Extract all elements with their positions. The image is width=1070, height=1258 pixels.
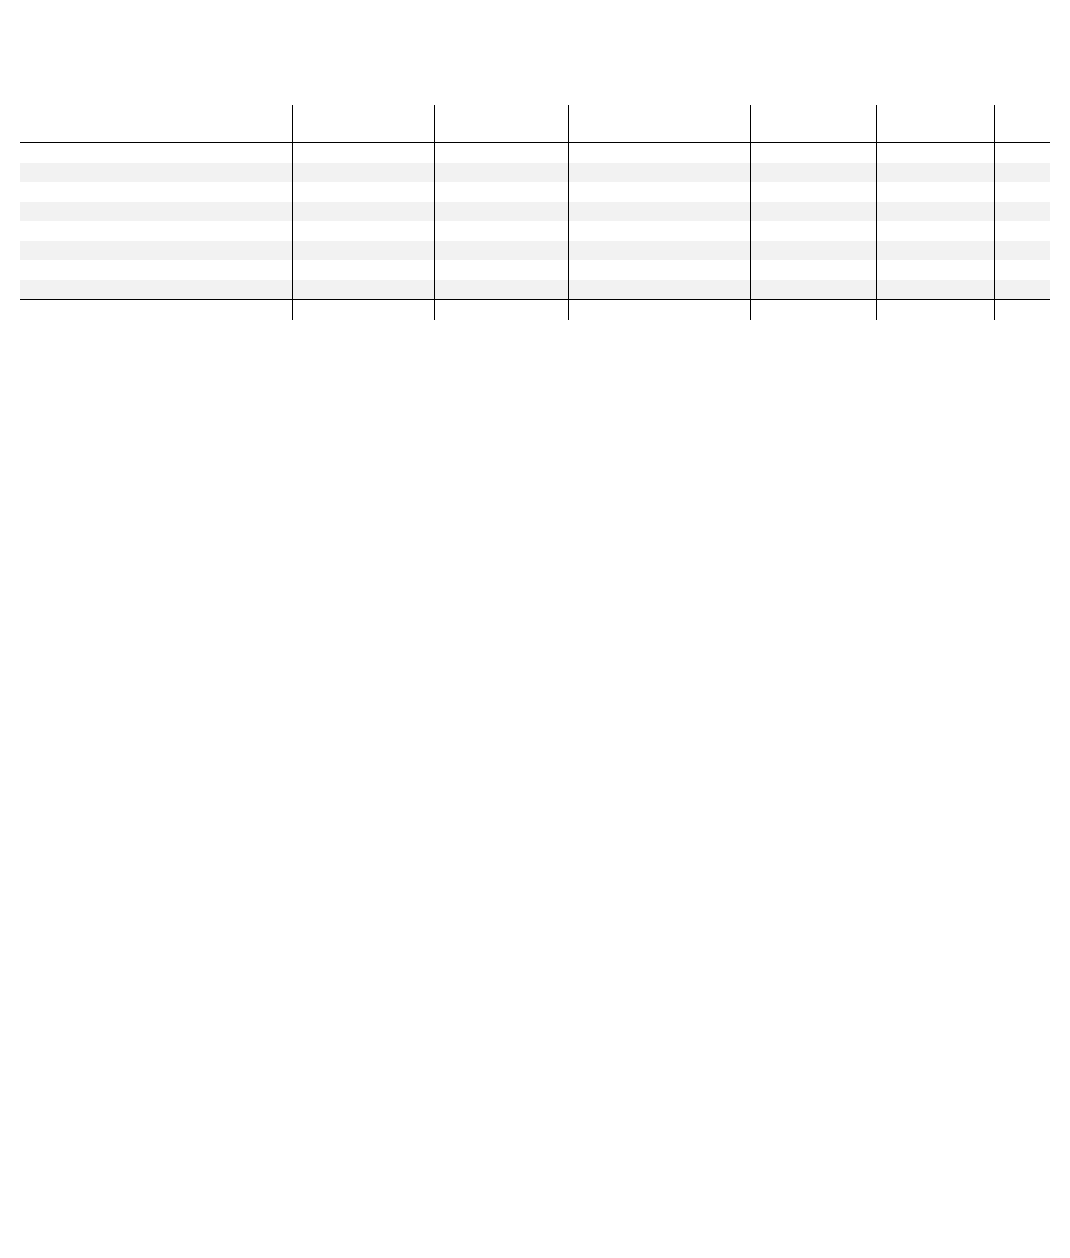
table-cell xyxy=(697,221,730,241)
table-cell xyxy=(513,260,547,280)
table-cell xyxy=(292,280,341,300)
column-header xyxy=(434,123,468,143)
table-cell xyxy=(876,280,906,300)
column-header xyxy=(994,123,1050,143)
table-cell xyxy=(546,241,568,261)
table-cell xyxy=(546,143,568,163)
totals-cell xyxy=(645,300,698,320)
table-cell xyxy=(783,143,822,163)
column-header xyxy=(730,123,750,143)
table-cell xyxy=(907,280,940,300)
totals-cell xyxy=(821,300,849,320)
table-cell xyxy=(783,260,822,280)
table-cell xyxy=(821,182,849,202)
totals-cell xyxy=(730,300,750,320)
table-cell xyxy=(972,163,994,183)
table-cell xyxy=(994,143,1050,163)
table-cell xyxy=(292,163,341,183)
table-cell xyxy=(546,260,568,280)
table-cell xyxy=(414,182,434,202)
table-cell xyxy=(386,182,414,202)
table-cell xyxy=(850,163,876,183)
table-cell xyxy=(697,260,730,280)
table-cell xyxy=(939,202,972,222)
column-header xyxy=(783,123,822,143)
totals-cell xyxy=(972,300,994,320)
table-cell xyxy=(876,182,906,202)
table-cell xyxy=(414,260,434,280)
table-cell xyxy=(850,241,876,261)
table-cell xyxy=(468,143,513,163)
table-cell xyxy=(730,260,750,280)
table-cell xyxy=(907,202,940,222)
table-cell xyxy=(568,280,644,300)
table-cell xyxy=(645,202,698,222)
table-cell xyxy=(697,280,730,300)
column-header xyxy=(645,123,698,143)
totals-cell xyxy=(850,300,876,320)
column-header xyxy=(907,123,940,143)
table-cell xyxy=(468,241,513,261)
totals-cell xyxy=(468,300,513,320)
column-header xyxy=(341,123,386,143)
table-cell xyxy=(568,202,644,222)
table-cell xyxy=(730,221,750,241)
table-cell xyxy=(821,202,849,222)
totals-cell xyxy=(783,300,822,320)
table-row xyxy=(20,163,1050,183)
table-cell xyxy=(568,260,644,280)
table-cell xyxy=(513,280,547,300)
table-cell xyxy=(783,182,822,202)
table-cell xyxy=(568,163,644,183)
totals-cell xyxy=(546,300,568,320)
table-cell xyxy=(876,202,906,222)
table-cell xyxy=(386,143,414,163)
table-cell xyxy=(821,241,849,261)
table-cell xyxy=(939,163,972,183)
table-cell xyxy=(821,260,849,280)
table-cell xyxy=(513,143,547,163)
table-cell xyxy=(750,241,783,261)
table-row xyxy=(20,280,1050,300)
table-cell xyxy=(850,280,876,300)
table-cell xyxy=(434,241,468,261)
totals-cell xyxy=(341,300,386,320)
table-cell xyxy=(750,182,783,202)
table-cell xyxy=(568,221,644,241)
table-cell xyxy=(546,280,568,300)
table-cell xyxy=(697,202,730,222)
table-cell xyxy=(20,182,94,202)
group-label-kick-returns xyxy=(750,105,876,123)
table-cell xyxy=(907,143,940,163)
table-cell xyxy=(468,163,513,183)
table-cell xyxy=(341,163,386,183)
table-cell xyxy=(972,260,994,280)
table-cell xyxy=(292,241,341,261)
table-cell xyxy=(750,260,783,280)
table-cell xyxy=(750,280,783,300)
table-cell xyxy=(434,280,468,300)
table-cell xyxy=(783,280,822,300)
column-header xyxy=(939,123,972,143)
table-cell xyxy=(939,143,972,163)
table-cell xyxy=(876,221,906,241)
totals-cell xyxy=(750,300,783,320)
table-cell xyxy=(414,221,434,241)
column-header xyxy=(972,123,994,143)
group-label-rushing xyxy=(292,105,434,123)
column-header xyxy=(750,123,783,143)
table-cell xyxy=(414,143,434,163)
a-team-offense-table xyxy=(20,105,1050,320)
table-cell xyxy=(546,221,568,241)
table-cell xyxy=(568,143,644,163)
table-cell xyxy=(730,143,750,163)
table-cell xyxy=(434,221,468,241)
table-cell xyxy=(341,260,386,280)
column-header xyxy=(468,123,513,143)
table-cell xyxy=(94,143,292,163)
table-cell xyxy=(850,202,876,222)
table-cell xyxy=(972,182,994,202)
table-cell xyxy=(850,221,876,241)
table-cell xyxy=(513,221,547,241)
table-cell xyxy=(434,260,468,280)
table-cell xyxy=(414,202,434,222)
table-cell xyxy=(568,241,644,261)
table-cell xyxy=(821,280,849,300)
table-cell xyxy=(94,182,292,202)
column-header xyxy=(292,123,341,143)
column-header xyxy=(94,123,292,143)
table-cell xyxy=(730,182,750,202)
table-row xyxy=(20,260,1050,280)
table-cell xyxy=(697,241,730,261)
table-cell xyxy=(513,163,547,183)
table-cell xyxy=(783,202,822,222)
table-cell xyxy=(972,143,994,163)
table-row xyxy=(20,221,1050,241)
totals-cell xyxy=(994,300,1050,320)
table-cell xyxy=(468,182,513,202)
table-cell xyxy=(994,260,1050,280)
table-cell xyxy=(386,163,414,183)
totals-cell xyxy=(697,300,730,320)
table-cell xyxy=(513,182,547,202)
table-cell xyxy=(20,143,94,163)
table-cell xyxy=(20,280,94,300)
table-cell xyxy=(821,163,849,183)
table-cell xyxy=(386,260,414,280)
column-header xyxy=(821,123,849,143)
table-cell xyxy=(292,143,341,163)
table-cell xyxy=(645,163,698,183)
table-cell xyxy=(434,163,468,183)
totals-cell xyxy=(907,300,940,320)
table-cell xyxy=(907,163,940,183)
totals-cell xyxy=(386,300,414,320)
totals-cell xyxy=(292,300,341,320)
table-cell xyxy=(341,241,386,261)
table-cell xyxy=(468,221,513,241)
table-cell xyxy=(386,202,414,222)
table-cell xyxy=(292,260,341,280)
table-cell xyxy=(821,143,849,163)
table-cell xyxy=(568,182,644,202)
table-cell xyxy=(850,260,876,280)
table-cell xyxy=(94,221,292,241)
totals-cell xyxy=(20,300,94,320)
table-row xyxy=(20,241,1050,261)
table-cell xyxy=(730,163,750,183)
table-cell xyxy=(730,202,750,222)
table-cell xyxy=(341,202,386,222)
table-cell xyxy=(907,182,940,202)
table-cell xyxy=(939,241,972,261)
table-cell xyxy=(94,260,292,280)
table-cell xyxy=(292,221,341,241)
column-header xyxy=(568,123,644,143)
table-cell xyxy=(939,260,972,280)
column-header xyxy=(386,123,414,143)
table-cell xyxy=(645,221,698,241)
table-cell xyxy=(730,280,750,300)
totals-cell xyxy=(434,300,468,320)
table-cell xyxy=(697,182,730,202)
table-cell xyxy=(994,182,1050,202)
totals-cell xyxy=(94,300,292,320)
table-cell xyxy=(645,280,698,300)
table-cell xyxy=(20,260,94,280)
table-cell xyxy=(341,143,386,163)
table-cell xyxy=(513,202,547,222)
table-cell xyxy=(20,163,94,183)
table-cell xyxy=(292,182,341,202)
table-cell xyxy=(750,221,783,241)
table-row xyxy=(20,202,1050,222)
table-cell xyxy=(341,182,386,202)
table-cell xyxy=(697,143,730,163)
table-cell xyxy=(386,280,414,300)
column-header xyxy=(697,123,730,143)
table-cell xyxy=(972,280,994,300)
table-row xyxy=(20,143,1050,163)
table-cell xyxy=(341,280,386,300)
table-cell xyxy=(414,241,434,261)
column-header xyxy=(876,123,906,143)
table-cell xyxy=(939,182,972,202)
group-header-row xyxy=(20,105,1050,123)
table-cell xyxy=(876,241,906,261)
table-cell xyxy=(468,202,513,222)
table-cell xyxy=(972,202,994,222)
table-cell xyxy=(876,143,906,163)
table-cell xyxy=(94,241,292,261)
table-cell xyxy=(850,143,876,163)
table-cell xyxy=(750,143,783,163)
table-cell xyxy=(94,280,292,300)
table-cell xyxy=(994,241,1050,261)
table-cell xyxy=(907,241,940,261)
column-header-row xyxy=(20,123,1050,143)
table-cell xyxy=(730,241,750,261)
table-cell xyxy=(939,221,972,241)
group-label-receiving xyxy=(434,105,568,123)
table-cell xyxy=(94,202,292,222)
group-label-punt-returns xyxy=(876,105,994,123)
table-cell xyxy=(513,241,547,261)
table-cell xyxy=(645,260,698,280)
totals-cell xyxy=(939,300,972,320)
table-cell xyxy=(386,221,414,241)
table-cell xyxy=(645,182,698,202)
column-header xyxy=(414,123,434,143)
table-cell xyxy=(414,280,434,300)
totals-cell xyxy=(414,300,434,320)
table-cell xyxy=(546,202,568,222)
table-cell xyxy=(821,221,849,241)
table-cell xyxy=(386,241,414,261)
table-cell xyxy=(994,163,1050,183)
table-cell xyxy=(341,221,386,241)
totals-cell xyxy=(513,300,547,320)
table-cell xyxy=(907,221,940,241)
totals-cell xyxy=(568,300,644,320)
table-cell xyxy=(645,143,698,163)
totals-row xyxy=(20,300,1050,320)
table-cell xyxy=(94,163,292,183)
column-header xyxy=(20,123,94,143)
group-label-all xyxy=(994,105,1050,123)
column-header xyxy=(513,123,547,143)
table-cell xyxy=(645,241,698,261)
group-label-passing xyxy=(568,105,750,123)
table-cell xyxy=(20,202,94,222)
table-cell xyxy=(468,260,513,280)
totals-cell xyxy=(876,300,906,320)
table-cell xyxy=(546,163,568,183)
table-cell xyxy=(994,280,1050,300)
table-cell xyxy=(292,202,341,222)
table-cell xyxy=(414,163,434,183)
table-cell xyxy=(972,221,994,241)
table-cell xyxy=(939,280,972,300)
table-cell xyxy=(434,143,468,163)
table-cell xyxy=(434,202,468,222)
table-cell xyxy=(876,260,906,280)
table-cell xyxy=(20,241,94,261)
column-header xyxy=(546,123,568,143)
table-cell xyxy=(783,221,822,241)
table-cell xyxy=(994,202,1050,222)
table-cell xyxy=(783,163,822,183)
table-cell xyxy=(972,241,994,261)
table-cell xyxy=(546,182,568,202)
column-header xyxy=(850,123,876,143)
table-cell xyxy=(750,202,783,222)
table-cell xyxy=(907,260,940,280)
table-cell xyxy=(468,280,513,300)
table-cell xyxy=(876,163,906,183)
table-cell xyxy=(20,221,94,241)
table-cell xyxy=(697,163,730,183)
table-cell xyxy=(850,182,876,202)
table-cell xyxy=(783,241,822,261)
table-cell xyxy=(994,221,1050,241)
table-cell xyxy=(750,163,783,183)
table-row xyxy=(20,182,1050,202)
table-cell xyxy=(434,182,468,202)
